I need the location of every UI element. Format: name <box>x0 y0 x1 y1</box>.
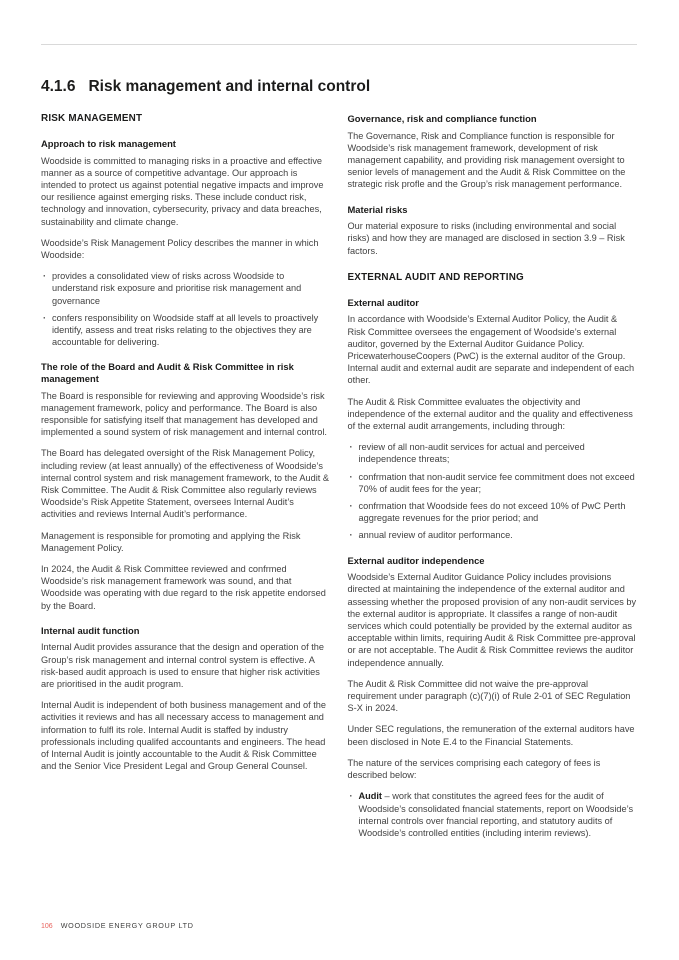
paragraph-board-1: The Board is responsible for reviewing and approving Woodside’s risk management framework, policy and performance. The Board is also responsible for satisfying itself that management has developed and implemented a sound system of risk management and internal control. <box>41 390 327 438</box>
paragraph-independence-1: Woodside’s External Auditor Guidance Policy includes provisions directed at maintaining the independence of the external auditor and assessing whether the proposed provision of any non-audit services by the external auditor is appropriate. It classifes a range of non-audit services which could potentially be provided by the external auditor as acceptable within limits, requiring Audit & Risk Committee pre-approval or are not acceptable. The Audit & Risk Committee reviews the auditor independence annually. <box>347 572 637 668</box>
policy-bullet-list <box>41 270 331 348</box>
heading-risk-management: RISK MANAGEMENT <box>41 113 143 124</box>
page-number: 106 <box>41 923 53 930</box>
list-item: · provides a consolidated view of risks across Woodside to understand risk exposure and prioritise risk management and governance <box>41 270 331 307</box>
paragraph-policy-intro: Woodside’s Risk Management Policy describes the manner in which Woodside: <box>41 237 319 261</box>
section-title: Risk management and internal control <box>88 78 371 95</box>
paragraph-2024-review: In 2024, the Audit & Risk Committee reviewed and confrmed Woodside’s risk management framework was sound, and that Woodside was operating with due regard to the risk appetite endorsed by the Board. <box>41 564 326 611</box>
subheading-approach: Approach to risk management <box>41 138 176 149</box>
paragraph-internal-audit-2: Internal Audit is independent of both business management and of the activities it reviews and has all necessary access to management and information to fulfl its role. Internal Audit is staffed by industry professionals including qualifed accountants and engineers. The head of Internal Audit is jointly accountable to the Audit & Risk Committee and the Senior Vice President Legal and Group General Counsel. <box>41 700 327 772</box>
subheading-grc-function: Governance, risk and compliance function <box>347 113 537 124</box>
list-item: · confers responsibility on Woodside staff at all levels to proactively identify, assess and treat risks relating to the objectives they are accountable for delivering. <box>41 312 331 349</box>
list-item: · confrmation that non-audit service fee commitment does not exceed 70% of audit fees for the year; <box>348 471 638 495</box>
fees-bullet-list <box>348 790 638 839</box>
paragraph-internal-audit-1: Internal Audit provides assurance that the design and operation of the Group’s risk management and internal control system is effective. A risk-based audit approach is used to ensure that higher risk activities are prioritised in the audit program. <box>41 642 324 690</box>
section-number: 4.1.6 <box>41 78 76 95</box>
left-column <box>41 113 331 782</box>
list-item: · annual review of auditor performance. <box>348 529 638 541</box>
paragraph-grc: The Governance, Risk and Compliance function is responsible for Woodside’s risk management framework, development of risk management capability, and providing risk management oversight to senior levels of management and the Audit & Risk Committee on the strategic risk profle and the Group’s risk management performance. <box>347 130 626 190</box>
paragraph-fees-intro: The nature of the services comprising each category of fees is described below: <box>347 757 601 781</box>
list-item: · review of all non-audit services for actual and perceived independence threats; <box>348 441 638 465</box>
heading-external-audit: EXTERNAL AUDIT AND REPORTING <box>347 271 524 283</box>
fee-category-description: – work that constitutes the agreed fees for the audit of Woodside’s consolidated fnancial statements, report on Woodside’s internal controls over fnancial reporting, and statutory audits of Woodside’s controlled entities (including interim reviews). <box>358 791 634 838</box>
paragraph-material-risks: Our material exposure to risks (including environmental and social risks) and how they are managed are disclosed in section 3.9 – Risk factors. <box>347 221 625 256</box>
company-name: WOODSIDE ENERGY GROUP LTD <box>60 921 194 930</box>
paragraph-board-2: The Board has delegated oversight of the Risk Management Policy, including review (at least annually) of the effectiveness of Woodside’s internal control system and risk management framework, to the Audit & Risk Committee. The Audit & Risk Committee also regularly reviews Woodside’s Risk Appetite Statement, oversees Internal Audit’s activities and reviews Internal Audit’s performance. <box>41 448 330 520</box>
page-title <box>41 78 370 96</box>
subheading-auditor-independence: External auditor independence <box>347 554 485 566</box>
paragraph-independence-2: The Audit & Risk Committee did not waive the pre-approval requirement under paragraph (c)(7)(i) of Rule 2-01 of SEC Regulation S-X in 2024. <box>347 678 631 714</box>
paragraph-external-auditor-2: The Audit & Risk Committee evaluates the objectivity and independence of the external auditor and the quality and effectiveness of the external audit arrangements, including through: <box>347 396 633 432</box>
fee-category-term: Audit <box>358 791 382 802</box>
subheading-external-auditor: External auditor <box>347 296 419 308</box>
page-footer <box>41 921 194 930</box>
subheading-material-risks: Material risks <box>347 203 408 215</box>
paragraph-external-auditor-1: In accordance with Woodside’s External Auditor Policy, the Audit & Risk Committee oversees the engagement of Woodside’s external auditor, governed by the External Auditor Guidance Policy. PricewaterhouseCoopers (PwC) is the external auditor of the Group. Internal audit and external audit are separate and independent of each other. <box>347 314 635 386</box>
subheading-internal-audit: Internal audit function <box>41 624 140 636</box>
paragraph-management: Management is responsible for promoting and applying the Risk Management Policy. <box>41 530 301 553</box>
top-divider <box>41 44 637 45</box>
external-audit-bullet-list <box>348 441 638 541</box>
list-item <box>348 790 638 839</box>
paragraph-independence-3: Under SEC regulations, the remuneration of the external auditors have been disclosed in Note E.4 to the Financial Statements. <box>347 724 635 747</box>
list-item: · confrmation that Woodside fees do not exceed 10% of PwC Perth aggregate revenues for the prior period; and <box>348 500 638 524</box>
paragraph-approach: Woodside is committed to managing risks in a proactive and effective manner as a source of competitive advantage. Our approach is intended to protect us against potential negative impacts and improve our resilience against emerging risks. These include conduct risk, technology and innovation, cybersecurity, privacy and data breaches, sustainability and climate change. <box>41 155 324 227</box>
subheading-board-role: The role of the Board and Audit & Risk Committee in risk management <box>41 361 294 385</box>
right-column <box>348 113 638 848</box>
content-columns <box>41 113 637 848</box>
